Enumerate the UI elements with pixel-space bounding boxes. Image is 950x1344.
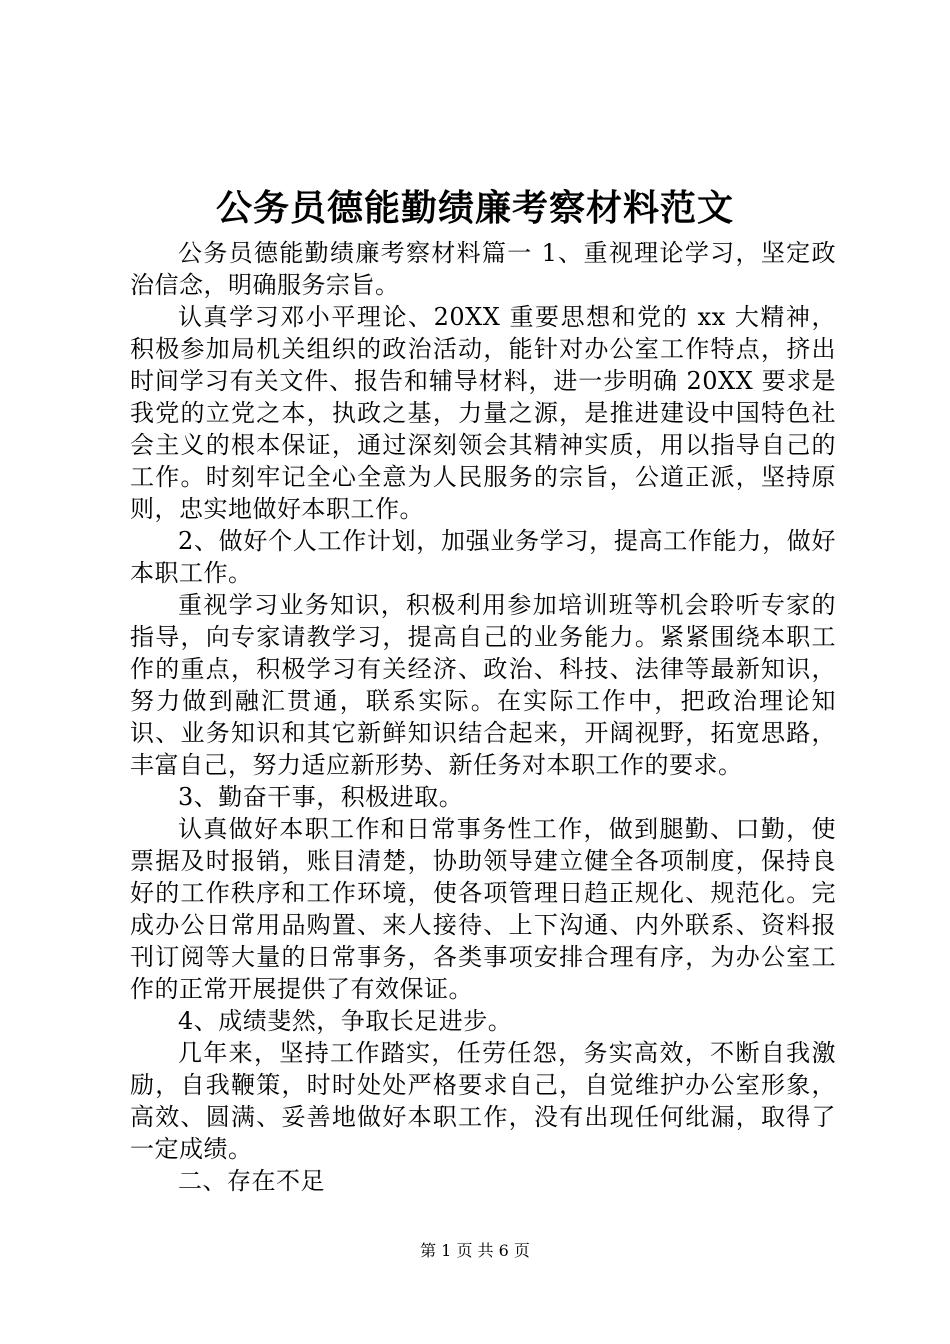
- paragraph-3: 2、做好个人工作计划，加强业务学习，提高工作能力，做好本职工作。: [130, 527, 836, 587]
- document-body: [130, 237, 836, 1197]
- paragraph-9: 二、存在不足: [178, 1167, 325, 1195]
- document-title: 公务员德能勤绩廉考察材料范文: [215, 187, 734, 229]
- paragraph-1: 公务员德能勤绩廉考察材料篇一 1、重视理论学习，坚定政治信念，明确服务宗旨。: [130, 239, 836, 299]
- page-footer: 第 1 页 共 6 页: [420, 1241, 530, 1260]
- paragraph-6: 认真做好本职工作和日常事务性工作，做到腿勤、口勤，使票据及时报销，账目清楚，协助领导建立健全各项制度，保持良好的工作秩序和工作环境，使各项管理日趋正规化、规范化。完成办公日常用品购置、来人接待、上下沟通、内外联系、资料报刊订阅等大量的日常事务，各类事项安排合理有序，为办公室工作的正常开展提供了有效保证。: [130, 815, 836, 1003]
- paragraph-7: 4、成绩斐然，争取长足进步。: [178, 1007, 513, 1035]
- paragraph-4: 重视学习业务知识，积极利用参加培训班等机会聆听专家的指导，向专家请教学习，提高自己的业务能力。紧紧围绕本职工作的重点，积极学习有关经济、政治、科技、法律等最新知识，努力做到融汇贯通，联系实际。在实际工作中，把政治理论知识、业务知识和其它新鲜知识结合起来，开阔视野，拓宽思路，丰富自己，努力适应新形势、新任务对本职工作的要求。: [130, 591, 836, 779]
- paragraph-2: 认真学习邓小平理论、20XX 重要思想和党的 xx 大精神，积极参加局机关组织的政治活动，能针对办公室工作特点，挤出时间学习有关文件、报告和辅导材料，进一步明确 20XX 要求是我党的立党之本，执政之基，力量之源，是推进建设中国特色社会主义的根本保证，通过深刻领会其精神实质，用以指导自己的工作。时刻牢记全心全意为人民服务的宗旨，公道正派，坚持原则，忠实地做好本职工作。: [130, 303, 836, 523]
- paragraph-8: 几年来，坚持工作踏实，任劳任怨，务实高效，不断自我激励，自我鞭策，时时处处严格要求自己，自觉维护办公室形象，高效、圆满、妥善地做好本职工作，没有出现任何纰漏，取得了一定成绩。: [130, 1039, 836, 1163]
- paragraph-5: 3、勤奋干事，积极进取。: [178, 783, 464, 811]
